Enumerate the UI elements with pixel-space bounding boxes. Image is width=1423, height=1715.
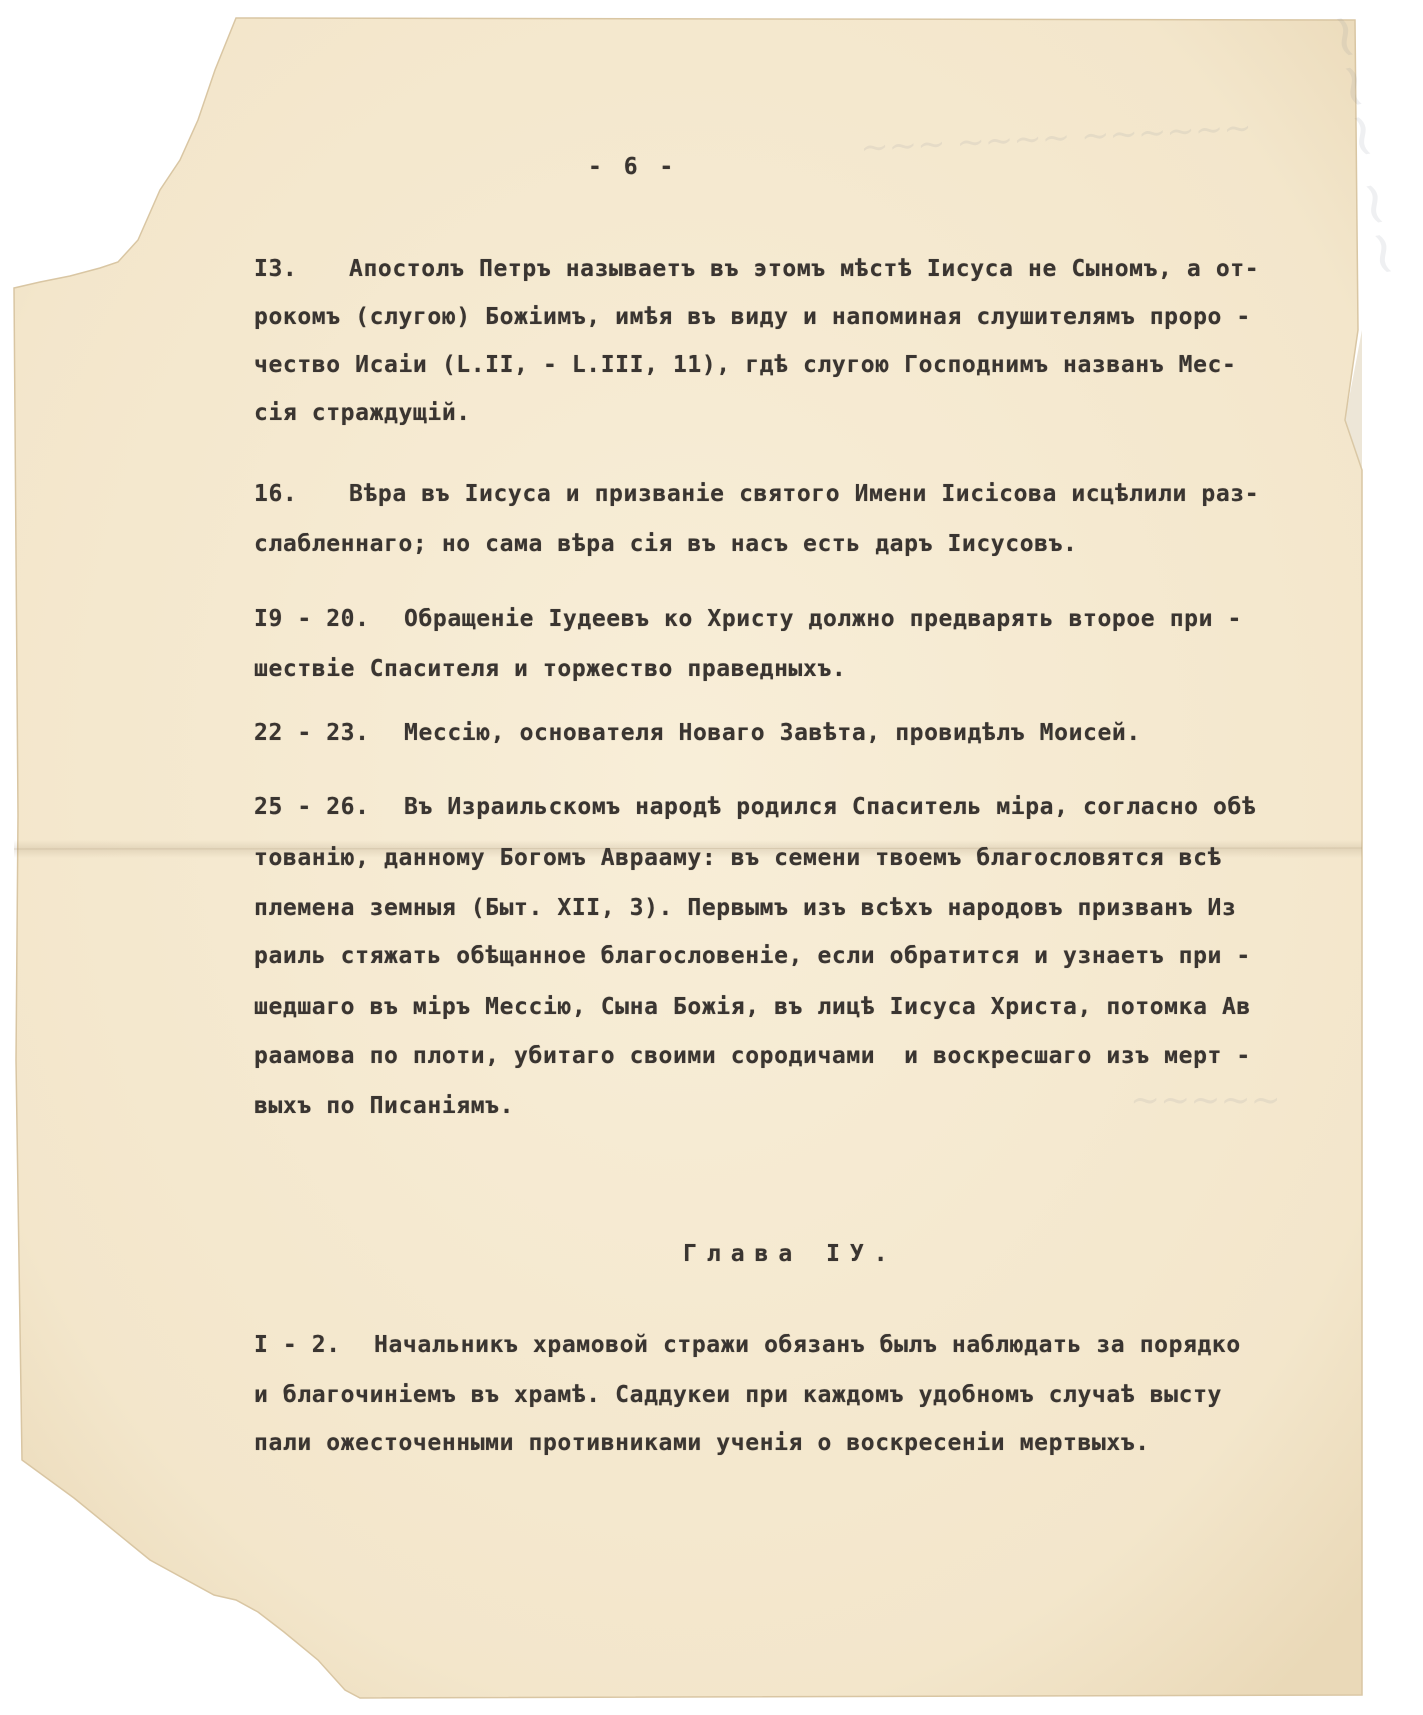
verse-number: I9 - 20.: [254, 606, 370, 632]
note-line: [254, 606, 1242, 632]
verse-number: 22 - 23.: [254, 720, 370, 746]
verse-number: 16.: [254, 481, 298, 507]
note-text: Вѣра въ Іисуса и призваніе святого Имени Іисісова исцѣлили раз-: [349, 481, 1260, 507]
verse-number: 25 - 26.: [254, 794, 370, 820]
note-line: племена земныя (Быт. XII, 3). Первымъ изъ всѣхъ народовъ призванъ Из: [254, 895, 1237, 921]
note-line: раамова по плоти, убитаго своими сородичами и воскресшаго изъ мерт -: [254, 1043, 1251, 1069]
verse-number: I3.: [254, 256, 298, 282]
note-line: [254, 1332, 1241, 1358]
verse-number: I - 2.: [254, 1332, 341, 1358]
note-line: выхъ по Писаніямъ.: [254, 1093, 515, 1119]
note-text: Апостолъ Петръ называетъ въ этомъ мѣстѣ Іисуса не Сыномъ, а от-: [349, 256, 1260, 282]
chapter-heading: Глава IУ.: [683, 1241, 898, 1267]
note-line: [254, 256, 1259, 282]
note-text: Начальникъ храмовой стражи обязанъ былъ наблюдать за порядко: [374, 1332, 1241, 1358]
note-line: раиль стяжать обѣщанное благословеніе, если обратится и узнаетъ при -: [254, 943, 1251, 969]
note-line: [254, 481, 1259, 507]
bleed-through-marks-2: ~~~ ~~: [1307, 5, 1423, 285]
note-line: [254, 720, 1141, 746]
note-line: шедшаго въ міръ Мессію, Сына Божія, въ лицѣ Іисуса Христа, потомка Ав: [254, 994, 1251, 1020]
note-line: чество Исаіи (L.II, - L.III, 11), гдѣ слугою Господнимъ названъ Мес-: [254, 352, 1237, 378]
note-text: Въ Израильскомъ народѣ родился Спаситель міра, согласно обѣ: [404, 794, 1257, 820]
note-line: пали ожесточенными противниками ученія о воскресеніи мертвыхъ.: [254, 1430, 1150, 1456]
note-line: сія страждущій.: [254, 400, 471, 426]
note-text: Обращеніе Іудеевъ ко Христу должно предварять второе при -: [404, 606, 1242, 632]
note-line: слабленнаго; но сама вѣра сія въ насъ есть даръ Іисусовъ.: [254, 531, 1078, 557]
note-line: [254, 794, 1256, 820]
note-line: тованію, данному Богомъ Аврааму: въ семени твоемъ благословятся всѣ: [254, 845, 1222, 871]
note-text: Мессію, основателя Новаго Завѣта, провидѣлъ Моисей.: [404, 720, 1141, 746]
note-line: рокомъ (слугою) Божіимъ, имѣя въ виду и напоминая слушителямъ проро -: [254, 304, 1251, 330]
page-number: - 6 -: [588, 154, 678, 180]
note-line: шествіе Спасителя и торжество праведныхъ.: [254, 656, 847, 682]
note-line: и благочиніемъ въ храмѣ. Саддукеи при каждомъ удобномъ случаѣ высту: [254, 1382, 1222, 1408]
